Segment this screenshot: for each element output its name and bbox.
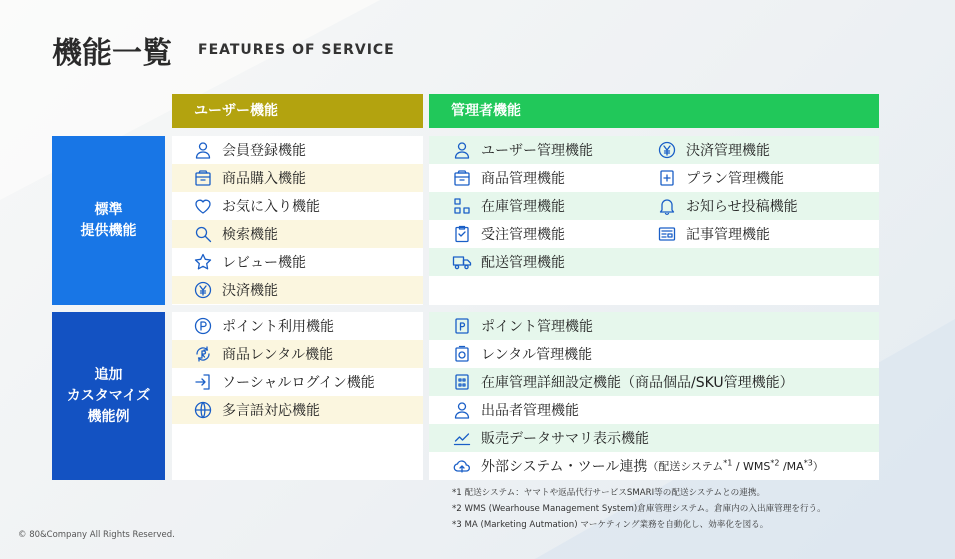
truck-icon [451, 251, 473, 273]
page-title: 機能一覧 [52, 36, 172, 71]
user-features-header: ユーザー機能 [172, 94, 423, 128]
point-doc-icon [451, 315, 473, 337]
feature-item: ポイント管理機能 [429, 312, 879, 340]
copyright: © 80&Company All Rights Reserved. [18, 530, 175, 540]
feature-item: 決済管理機能 [656, 136, 770, 164]
globe-icon [192, 399, 214, 421]
feature-item: 在庫管理詳細設定機能（商品個品/SKU管理機能） [429, 368, 879, 396]
external-detail: （配送システム$^{*1}$ / WMS$^{*2}$ /MA$^{*3}$） [647, 458, 824, 473]
feature-item: 外部システム・ツール連携 （配送システム$^{*1}$ / WMS$^{*2}$ /MA$^{*3}$） [429, 452, 879, 480]
standard-label-line2: 提供機能 [80, 222, 137, 239]
footnote-2: *2 WMS (Wearhouse Management System)倉庫管理システム。倉庫内の入出庫管理を行う。 [452, 504, 826, 514]
footnotes [452, 485, 826, 533]
rental-doc-icon [451, 343, 473, 365]
bell-icon [656, 195, 678, 217]
heart-icon [192, 195, 214, 217]
feature-item: お知らせ投稿機能 [656, 192, 798, 220]
rental-icon [192, 343, 214, 365]
cart-box-icon [192, 167, 214, 189]
additional-label-line2: カスタマイズ [66, 387, 151, 404]
feature-item: 検索機能 [172, 220, 423, 248]
additional-label-line3: 機能例 [87, 408, 130, 425]
person-icon [451, 399, 473, 421]
star-icon [192, 251, 214, 273]
search-icon [192, 223, 214, 245]
feature-item: 在庫管理機能 [429, 192, 565, 220]
person-icon [192, 139, 214, 161]
additional-row-label [52, 312, 165, 480]
page-subtitle: FEATURES OF SERVICE [198, 42, 395, 58]
point-icon [192, 315, 214, 337]
feature-item: ソーシャルログイン機能 [172, 368, 423, 396]
footnote-3: *3 MA (Marketing Autmation) マーケティング業務を自動化し、効率化を図る。 [452, 520, 769, 530]
article-icon [656, 223, 678, 245]
feature-item: 決済機能 [172, 276, 423, 304]
barcode-icon [451, 371, 473, 393]
feature-item: レビュー機能 [172, 248, 423, 276]
clipboard-icon [451, 223, 473, 245]
feature-item: 販売データサマリ表示機能 [429, 424, 879, 452]
admin-features-header: 管理者機能 [429, 94, 879, 128]
chart-icon [451, 427, 473, 449]
feature-item: レンタル管理機能 [429, 340, 879, 368]
feature-item: 配送管理機能 [429, 248, 565, 276]
feature-item: 商品管理機能 [429, 164, 565, 192]
feature-item: 商品レンタル機能 [172, 340, 423, 368]
feature-item: 記事管理機能 [656, 220, 770, 248]
feature-item: プラン管理機能 [656, 164, 784, 192]
feature-item: お気に入り機能 [172, 192, 423, 220]
login-icon [192, 371, 214, 393]
feature-item: 多言語対応機能 [172, 396, 423, 424]
feature-item: ユーザー管理機能 [429, 136, 593, 164]
plus-doc-icon [656, 167, 678, 189]
warehouse-icon [451, 195, 473, 217]
yen-icon [656, 139, 678, 161]
feature-item: ポイント利用機能 [172, 312, 423, 340]
yen-icon [192, 279, 214, 301]
person-icon [451, 139, 473, 161]
cart-box-icon [451, 167, 473, 189]
cloud-icon [451, 455, 473, 477]
feature-item: 商品購入機能 [172, 164, 423, 192]
standard-label-line1: 標準 [94, 201, 123, 218]
footnote-1: *1 配送システム：ヤマトや返品代行サービスSMARI等の配送システムとの連携。 [452, 488, 766, 498]
feature-item: 会員登録機能 [172, 136, 423, 164]
standard-row-label [52, 136, 165, 305]
additional-label-line1: 追加 [94, 366, 123, 383]
feature-item: 出品者管理機能 [429, 396, 879, 424]
feature-item: 受注管理機能 [429, 220, 565, 248]
